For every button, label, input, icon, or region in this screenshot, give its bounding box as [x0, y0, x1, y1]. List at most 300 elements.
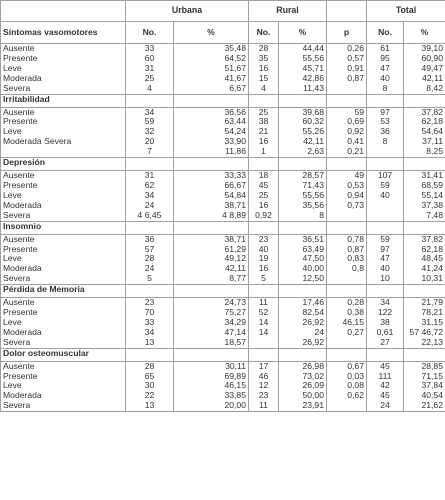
value-cell: 46,15	[224, 380, 246, 391]
value-cell: 28	[144, 253, 155, 264]
empty-cell	[249, 94, 279, 107]
section-values-row	[1, 107, 445, 158]
value-cell: 57	[144, 243, 155, 254]
value-cell: 61	[380, 43, 390, 53]
value-cell: 23	[258, 390, 269, 401]
category-label: Presente	[3, 370, 38, 381]
urbana-pct-values	[174, 44, 249, 95]
rural-pct-values	[279, 298, 327, 349]
value-cell: 40	[258, 243, 269, 254]
p-group-header	[327, 1, 367, 22]
value-cell: 19	[258, 253, 269, 264]
value-cell: 39,10	[421, 43, 443, 53]
section-title: Pérdida de Memoria	[1, 285, 126, 298]
p-values	[327, 171, 367, 222]
value-cell: 13	[144, 400, 155, 411]
value-cell: 52	[258, 307, 269, 318]
value-cell: 0,03	[347, 370, 364, 381]
value-cell: 60,32	[302, 116, 324, 127]
p-values	[327, 234, 367, 285]
value-cell: 8,77	[229, 273, 246, 284]
value-cell: 35,56	[302, 199, 324, 210]
category-label: Leve	[3, 189, 22, 200]
value-cell: 11,86	[225, 146, 246, 157]
category-label: Leve	[3, 253, 22, 264]
category-labels	[1, 234, 126, 285]
value-cell: 35,48	[224, 43, 246, 53]
empty-cell	[126, 94, 174, 107]
value-cell: 71,43	[302, 179, 324, 190]
empty-cell	[327, 285, 367, 298]
value-cell: 0,38	[347, 307, 364, 318]
value-cell: 7,48	[426, 209, 443, 220]
subheader-pct: %	[404, 22, 445, 44]
value-cell: 0,27	[347, 326, 364, 337]
value-cell: 37,82	[421, 234, 443, 244]
value-cell: 0,94	[347, 189, 364, 200]
subheader-p: p	[327, 22, 367, 44]
category-label: Presente	[3, 307, 38, 318]
category-label: Severa	[3, 400, 31, 411]
section-title: Irritabilidad	[1, 94, 126, 107]
total-pct-values	[404, 44, 445, 95]
value-cell: 71,15	[421, 370, 443, 381]
urbana-no-values	[126, 361, 174, 412]
value-cell: 55,56	[302, 52, 324, 63]
empty-cell	[367, 158, 404, 171]
value-cell: 111	[378, 370, 392, 381]
empty-cell	[249, 158, 279, 171]
value-cell: 36,51	[302, 234, 324, 244]
value-cell: 51,67	[224, 62, 246, 73]
empty-cell	[327, 94, 367, 107]
urbana-no-values	[126, 234, 174, 285]
value-cell: 54,84	[224, 189, 246, 200]
empty-cell	[279, 221, 327, 234]
value-cell: 33,85	[224, 390, 246, 401]
value-cell: 16	[258, 62, 269, 73]
empty-cell	[126, 348, 174, 361]
total-no-values	[367, 361, 404, 412]
value-cell: 45	[380, 361, 390, 371]
value-cell: 33	[144, 43, 155, 53]
value-cell: 8	[382, 82, 388, 93]
value-cell: 75,27	[224, 307, 246, 318]
section-title: Síntomas vasomotores	[1, 22, 126, 44]
value-cell: 60,90	[421, 52, 443, 63]
category-label: Moderada Severa	[3, 136, 72, 147]
value-cell: 24	[144, 263, 155, 274]
value-cell: 23	[144, 297, 155, 308]
empty-cell	[174, 94, 249, 107]
value-cell: 33	[144, 316, 155, 327]
value-cell: 34	[380, 297, 390, 308]
category-label: Moderada	[3, 263, 42, 274]
subheader-no: No.	[249, 22, 279, 44]
empty-cell	[404, 94, 445, 107]
value-cell: 34	[144, 107, 155, 117]
value-cell: 4	[147, 82, 152, 93]
total-pct-values	[404, 298, 445, 349]
value-cell: 0,92	[255, 209, 272, 220]
value-cell: 17	[258, 361, 269, 371]
category-labels	[1, 171, 126, 222]
p-values	[327, 107, 367, 158]
value-cell: 30	[144, 380, 155, 391]
value-cell: 35	[258, 52, 269, 63]
category-label: Ausente	[3, 107, 35, 117]
empty-cell	[327, 221, 367, 234]
value-cell: 5	[261, 273, 266, 284]
section-title-row	[1, 94, 445, 107]
urbana-no-values	[126, 44, 174, 95]
value-cell: 34,29	[224, 316, 246, 327]
value-cell: 0,83	[347, 253, 364, 264]
category-label: Ausente	[3, 297, 35, 308]
section-values-row	[1, 234, 445, 285]
category-label: Leve	[3, 126, 22, 137]
section-title-row	[1, 348, 445, 361]
value-cell: 17,46	[302, 297, 324, 308]
value-cell: 53	[380, 116, 390, 127]
value-cell: 55,14	[421, 189, 443, 200]
value-cell: 46	[258, 370, 269, 381]
value-cell: 0,8	[352, 263, 364, 274]
urbana-no-values	[126, 171, 174, 222]
value-cell: 57 46,72	[409, 326, 443, 337]
value-cell: 0,87	[347, 72, 364, 83]
category-label: Presente	[3, 243, 38, 254]
section-title: Dolor osteomuscular	[1, 348, 126, 361]
empty-cell	[279, 348, 327, 361]
value-cell: 18,57	[224, 336, 246, 347]
value-cell: 4 6,45	[137, 209, 162, 220]
value-cell: 0,53	[347, 179, 364, 190]
category-label: Presente	[3, 52, 38, 63]
value-cell: 45	[258, 179, 269, 190]
category-label: Ausente	[3, 234, 35, 244]
value-cell: 122	[377, 307, 393, 318]
value-cell: 21,62	[421, 400, 443, 411]
value-cell: 63,49	[302, 243, 324, 254]
value-cell: 48,45	[421, 253, 443, 264]
category-labels	[1, 44, 126, 95]
value-cell: 31	[144, 62, 155, 73]
value-cell: 16	[258, 263, 269, 274]
value-cell: 8	[319, 209, 324, 220]
value-cell: 21	[258, 126, 269, 137]
value-cell: 47,14	[224, 326, 246, 337]
value-cell: 97	[380, 243, 390, 254]
value-cell: 41,24	[421, 263, 443, 274]
value-cell: 0,78	[347, 234, 364, 244]
value-cell: 16	[258, 136, 269, 147]
empty-cell	[126, 221, 174, 234]
value-cell: 42,11	[422, 72, 443, 83]
value-cell: 37,82	[421, 107, 443, 117]
value-cell: 97	[380, 107, 390, 117]
value-cell: 28,85	[421, 361, 443, 371]
value-cell: 20	[144, 136, 155, 147]
rural-no-values	[249, 234, 279, 285]
urbana-pct-values	[174, 171, 249, 222]
urbana-pct-values	[174, 234, 249, 285]
value-cell: 44,44	[302, 43, 324, 53]
value-cell: 36,56	[224, 107, 246, 117]
value-cell: 4 8,89	[222, 209, 246, 220]
value-cell: 0,69	[347, 116, 364, 127]
value-cell: 2,63	[307, 146, 324, 157]
value-cell: 0,92	[347, 126, 364, 137]
category-label: Leve	[3, 316, 22, 327]
value-cell: 24	[380, 400, 390, 411]
rural-header: Rural	[249, 1, 327, 22]
value-cell: 5	[147, 273, 152, 284]
value-cell: 47,50	[302, 253, 324, 264]
value-cell: 62,18	[421, 116, 443, 127]
section-title: Depresión	[1, 158, 126, 171]
empty-cell	[279, 158, 327, 171]
value-cell: 62	[144, 179, 155, 190]
value-cell: 18	[258, 170, 269, 181]
p-values	[327, 361, 367, 412]
value-cell: 107	[377, 170, 393, 181]
section-title-row	[1, 285, 445, 298]
value-cell: 31,41	[421, 170, 443, 181]
empty-cell	[367, 221, 404, 234]
category-label: Presente	[3, 116, 38, 127]
rural-pct-values	[279, 234, 327, 285]
empty-cell	[404, 348, 445, 361]
urbana-header: Urbana	[126, 1, 249, 22]
value-cell: 11	[259, 297, 268, 308]
value-cell: 13	[144, 336, 155, 347]
value-cell: 59	[354, 107, 364, 117]
corner-cell	[1, 1, 126, 22]
total-pct-values	[404, 171, 445, 222]
value-cell: 8	[382, 136, 388, 147]
value-cell: 33,90	[224, 136, 246, 147]
value-cell: 38	[380, 316, 390, 327]
empty-cell	[279, 285, 327, 298]
section-title-row	[1, 22, 445, 44]
table-body	[1, 22, 445, 412]
value-cell: 8,25	[426, 146, 443, 157]
section-values-row	[1, 44, 445, 95]
category-label: Moderada	[3, 199, 42, 210]
value-cell: 38	[258, 116, 269, 127]
value-cell: 37,38	[421, 199, 443, 210]
urbana-pct-values	[174, 361, 249, 412]
value-cell: 28	[258, 43, 269, 53]
category-label: Severa	[3, 82, 31, 93]
empty-cell	[126, 158, 174, 171]
value-cell: 42	[380, 380, 390, 391]
value-cell: 42,86	[302, 72, 324, 83]
value-cell: 12	[258, 380, 269, 391]
value-cell: 40	[380, 72, 390, 83]
value-cell: 50,00	[302, 390, 324, 401]
value-cell: 31	[144, 170, 155, 181]
total-no-values	[367, 234, 404, 285]
value-cell: 14	[258, 316, 269, 327]
value-cell: 33,33	[224, 170, 246, 181]
urbana-pct-values	[174, 298, 249, 349]
value-cell: 64,52	[224, 52, 246, 63]
subheader-pct: %	[279, 22, 327, 44]
value-cell: 40,00	[302, 263, 324, 274]
empty-cell	[404, 158, 445, 171]
section-title-row	[1, 221, 445, 234]
empty-cell	[279, 94, 327, 107]
value-cell: 27	[380, 336, 390, 347]
value-cell: 0,91	[347, 62, 364, 73]
value-cell: 26,92	[302, 316, 324, 327]
rural-pct-values	[279, 361, 327, 412]
empty-cell	[367, 348, 404, 361]
empty-cell	[249, 348, 279, 361]
empty-cell	[327, 158, 367, 171]
empty-cell	[174, 285, 249, 298]
value-cell: 63,44	[224, 116, 246, 127]
urbana-pct-values	[174, 107, 249, 158]
value-cell: 0,41	[347, 136, 364, 147]
value-cell: 25	[258, 107, 269, 117]
section-values-row	[1, 361, 445, 412]
value-cell: 55,26	[302, 126, 324, 137]
total-pct-values	[404, 234, 445, 285]
value-cell: 82,54	[302, 307, 324, 318]
total-no-values	[367, 171, 404, 222]
value-cell: 95	[380, 52, 390, 63]
section-values-row	[1, 171, 445, 222]
value-cell: 34	[144, 326, 155, 337]
value-cell: 59	[380, 179, 390, 190]
category-labels	[1, 361, 126, 412]
value-cell: 25	[258, 189, 269, 200]
rural-pct-values	[279, 44, 327, 95]
total-no-values	[367, 298, 404, 349]
value-cell: 10	[380, 273, 390, 284]
total-no-values	[367, 44, 404, 95]
value-cell: 55,56	[302, 189, 324, 200]
category-label: Moderada	[3, 390, 42, 401]
value-cell: 41,67	[224, 72, 246, 83]
value-cell: 22	[144, 390, 155, 401]
value-cell: 30,11	[225, 361, 246, 371]
rural-pct-values	[279, 107, 327, 158]
empty-cell	[404, 221, 445, 234]
empty-cell	[174, 158, 249, 171]
value-cell: 24	[314, 326, 324, 337]
value-cell: 0,28	[347, 297, 364, 308]
category-label: Presente	[3, 179, 38, 190]
value-cell: 14	[258, 326, 269, 337]
value-cell: 70	[144, 307, 155, 318]
category-label: Leve	[3, 62, 22, 73]
value-cell: 68,59	[421, 179, 443, 190]
value-cell: 0,57	[347, 52, 364, 63]
category-label: Moderada	[3, 72, 42, 83]
value-cell: 38,71	[224, 199, 246, 210]
value-cell: 40	[380, 263, 390, 274]
value-cell: 22,13	[421, 336, 443, 347]
value-cell: 25	[144, 72, 155, 83]
value-cell: 59	[144, 116, 155, 127]
empty-cell	[126, 285, 174, 298]
value-cell: 1	[261, 146, 266, 157]
group-header-row	[1, 1, 445, 22]
section-title-row	[1, 158, 445, 171]
value-cell: 49,12	[224, 253, 246, 264]
value-cell: 69,89	[224, 370, 246, 381]
value-cell: 45,71	[302, 62, 324, 73]
category-labels	[1, 298, 126, 349]
value-cell: 62,18	[421, 243, 443, 254]
value-cell: 0,26	[347, 43, 364, 53]
empty-cell	[249, 285, 279, 298]
value-cell: 24	[144, 199, 155, 210]
value-cell: 0,61	[376, 326, 394, 337]
total-no-values	[367, 107, 404, 158]
category-label: Severa	[3, 209, 31, 220]
value-cell: 78,21	[421, 307, 443, 318]
value-cell: 12,50	[302, 273, 324, 284]
value-cell: 0,62	[347, 390, 364, 401]
value-cell: 8,42	[426, 82, 443, 93]
category-label: Severa	[3, 273, 31, 284]
value-cell: 39,68	[302, 107, 324, 117]
value-cell: 28,57	[302, 170, 324, 181]
empty-cell	[249, 221, 279, 234]
value-cell: 15	[258, 72, 269, 83]
value-cell: 0,21	[347, 146, 364, 157]
category-labels	[1, 107, 126, 158]
subheader-no: No.	[126, 22, 174, 44]
value-cell: 73,02	[302, 370, 324, 381]
value-cell: 23,91	[302, 400, 324, 411]
section-title: Insomnio	[1, 221, 126, 234]
value-cell: 54,24	[224, 126, 246, 137]
value-cell: 54,64	[421, 126, 443, 137]
value-cell: 34	[144, 189, 155, 200]
empty-cell	[367, 285, 404, 298]
value-cell: 32	[144, 126, 155, 137]
value-cell: 45	[380, 390, 390, 401]
value-cell: 38,71	[224, 234, 246, 244]
value-cell: 65	[144, 370, 155, 381]
value-cell: 6,67	[229, 82, 246, 93]
value-cell: 42,11	[303, 136, 324, 147]
rural-no-values	[249, 298, 279, 349]
value-cell: 11,43	[303, 82, 324, 93]
empty-cell	[174, 221, 249, 234]
value-cell: 46,15	[342, 316, 364, 327]
empty-cell	[174, 348, 249, 361]
empty-cell	[327, 348, 367, 361]
value-cell: 49,47	[421, 62, 443, 73]
value-cell: 40	[380, 189, 390, 200]
rural-pct-values	[279, 171, 327, 222]
empty-cell	[367, 94, 404, 107]
urbana-no-values	[126, 298, 174, 349]
rural-no-values	[249, 107, 279, 158]
value-cell: 10,31	[421, 273, 443, 284]
value-cell: 66,67	[224, 179, 246, 190]
subheader-no: No.	[367, 22, 404, 44]
value-cell: 26,98	[302, 361, 324, 371]
value-cell: 37,11	[422, 136, 443, 147]
